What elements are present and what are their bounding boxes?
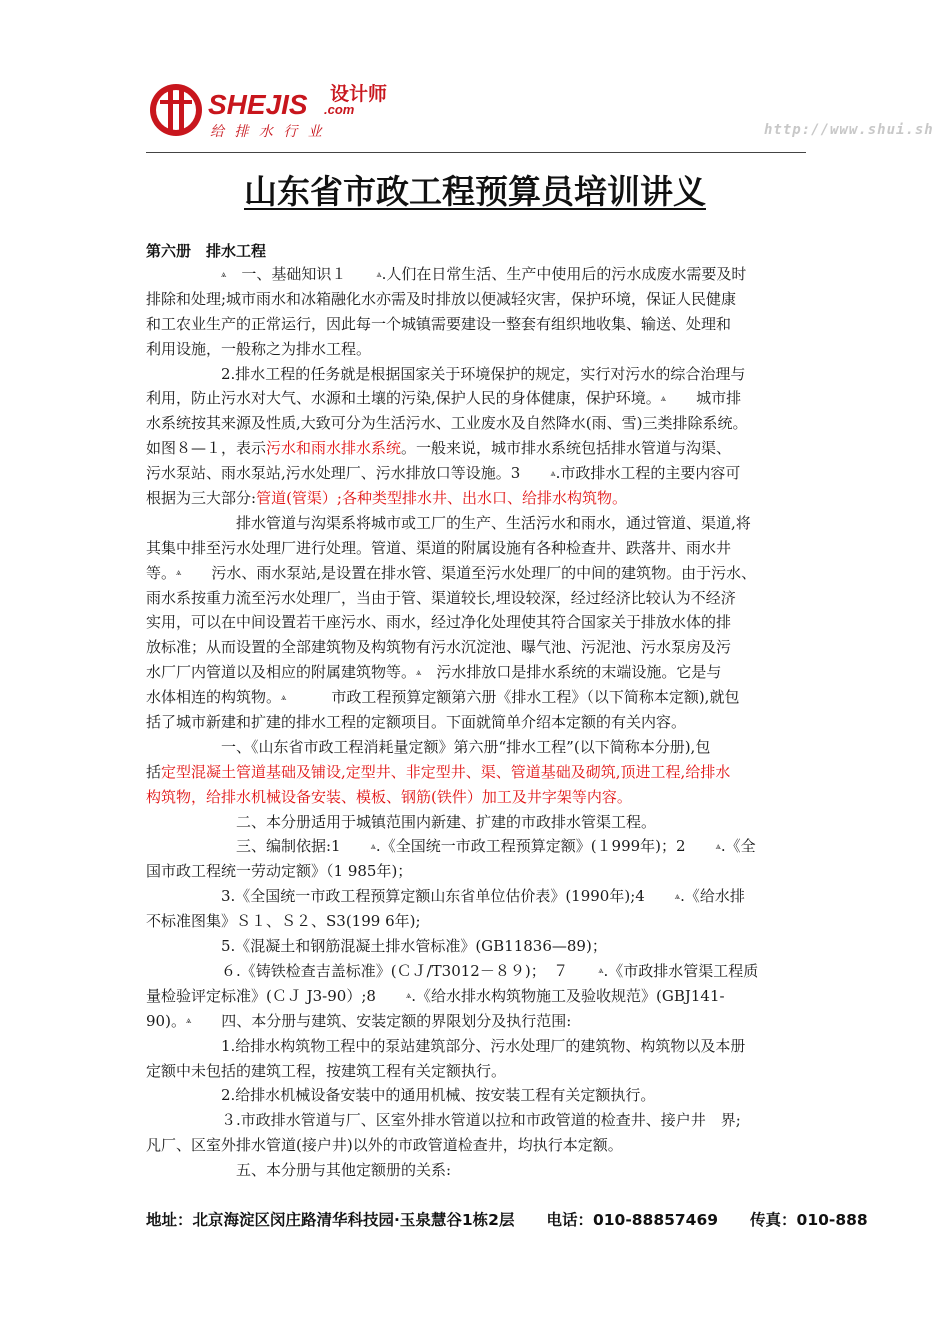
body-line [146,1034,814,1059]
footer-fax: 传真：010-888 [750,1211,868,1229]
line-text: 根据为三大部分: [146,489,257,508]
footer-contact [146,1208,868,1230]
line-text: 城市排 [666,389,742,408]
body-line [146,1158,814,1183]
body-line [146,486,814,511]
bullet-mark-icon: ѧ [370,842,376,853]
line-text: 2.给排水机械设备安装中的通用机械、按安装工程有关定额执行。 [146,1086,656,1105]
line-text: .市政排水工程的主要内容可 [555,464,741,483]
body-line [146,461,814,486]
line-text: 一、《山东省市政工程消耗量定额》第六册“排水工程”(以下简称本分册),包 [146,737,711,756]
line-text: 括了城市新建和扩建的排水工程的定额项目。下面就简单介绍本定额的有关内容。 [146,713,687,732]
line-text: 等。 [146,563,177,582]
body-line [146,834,814,859]
line-text: 如图８—１，表示 [146,439,267,458]
line-text: 五、本分册与其他定额册的关系: [146,1161,452,1180]
line-text: 定额中未包括的建筑工程，按建筑工程有关定额执行。 [146,1061,507,1080]
line-text: 1.给排水构筑物工程中的泵站建筑部分、污水处理厂的建筑物、构筑物以及本册 [146,1036,746,1055]
line-text: 污水排放口是排水系统的末端设施。它是与 [421,663,722,682]
body-line [146,909,814,934]
logo-sub-text: 给 排 水 行 业 [210,124,325,140]
body-line [146,561,814,586]
body-line [146,536,814,561]
body-line [146,610,814,635]
line-text: 四、本分册与建筑、安装定额的界限划分及执行范围: [191,1011,572,1030]
line-text: 实用，可以在中间设置若干座污水、雨水，经过净化处理使其符合国家关于排放水体的排 [146,613,732,632]
bullet-mark-icon: ѧ [405,991,412,1002]
body-line [146,785,814,810]
line-text: 三、编制依据:1 [146,837,371,856]
line-text: ６.《铸铁检查吉盖标准》(ＣＪ/T3012－８９)； ７ [146,961,599,980]
line-text: 一、基础知识１ [226,265,377,283]
body-line [146,1083,814,1108]
bullet-mark-icon: ѧ [598,966,604,977]
body-line [146,586,814,611]
body-line [146,934,814,959]
header-url: http://www.shui.sh [764,122,934,138]
bullet-mark-icon: ѧ [221,269,227,280]
line-text: .《给水排水构筑物施工及验收规范》(GBJ141- [411,986,725,1005]
line-text: 3.《全国统一市政工程预算定额山东省单位估价表》(1990年);4 [146,887,675,906]
bullet-mark-icon: ѧ [176,568,182,579]
line-text: 污水泵站、雨水泵站,污水处理厂、污水排放口等设施。3 [146,464,551,483]
highlighted-text: 污水和雨水排水系统 [266,439,402,458]
line-text: .《给水排 [680,887,745,906]
line-text: .《全 [720,837,756,856]
document-title: 山东省市政工程预算员培训讲义 [244,172,706,211]
logo-brand-text: SHEJIS [208,89,308,120]
body-line [146,411,814,436]
highlighted-text: 定型混凝土管道基础及铺设,定型井、非定型井、渠、管道基础及砌筑,顶进工程,给排水 [161,762,731,781]
body-line [146,1059,814,1084]
section-heading: 第六册 排水工程 [146,242,267,260]
body-line [146,436,814,461]
body-line [146,660,814,685]
body-line [146,511,814,536]
line-text: 水系统按其来源及性质,大致可分为生活污水、工业废水及自然降水(雨、雪)三类排除系统。 [146,414,748,433]
line-text: 量检验评定标准》(ＣＪ J3-90）;8 [146,986,406,1005]
line-text: 雨水系按重力流至污水处理厂，当由于管、渠道较长,埋设较深，经过经济比较认为不经济 [146,588,736,607]
body-line [146,362,814,387]
body-line [146,984,814,1009]
footer-phone: 电话：010-88857469 [546,1211,719,1229]
body-line [146,859,814,884]
highlighted-text: 管道(管渠）;各种类型排水井、出水口、给排水构筑物。 [256,489,627,508]
line-text: 90)。 [146,1011,186,1030]
line-text: .《市政排水管渠工程质 [603,961,759,980]
highlighted-text: 构筑物，给排水机械设备安装、模板、钢筋(铁件）加工及井字架等内容。 [146,787,632,806]
body-line [146,337,814,362]
bullet-mark-icon: ѧ [715,842,721,853]
body-line [146,1133,814,1158]
line-text: 国市政工程统一劳动定额》（1 985年)； [146,862,413,881]
bullet-mark-icon: ѧ [660,394,667,404]
line-text: 市政工程预算定额第六册《排水工程》（以下简称本定额),就包 [286,688,740,707]
line-text: 利用，防止污水对大气、水源和土壤的污染,保护人民的身体健康，保护环境。 [146,389,661,408]
line-text: 括 [146,762,162,781]
body-line [146,635,814,660]
shejis-logo [146,78,416,142]
body-line [146,386,814,411]
line-text: 放标准；从而设置的全部建筑物及构筑物有污水沉淀池、曝气池、污泥池、污水泵房及污 [146,638,732,657]
line-text: .人们在日常生活、生产中使用后的污水成废水需要及时 [381,265,747,283]
body-line [146,884,814,909]
bullet-mark-icon: ѧ [674,891,681,902]
line-text: 。一般来说，城市排水系统包括排水管道与沟渠、 [401,439,732,458]
line-text: 排除和处理;城市雨水和冰箱融化水亦需及时排放以便减轻灾害，保护环境，保证人民健康 [146,289,737,308]
line-text: 利用设施，一般称之为排水工程。 [146,339,372,358]
line-text [146,265,221,283]
line-text: 凡厂、区室外排水管道(接户井)以外的市政管道检查井，均执行本定额。 [146,1136,623,1155]
footer-address: 地址：北京海淀区闵庄路清华科技园·玉泉慧谷1栋2层 [146,1211,515,1229]
body-line [146,710,814,735]
body-line [146,760,814,785]
body-line [146,312,814,337]
logo-suffix-text: .com [324,102,355,117]
body-line [146,810,814,835]
line-text: 水厂厂内管道以及相应的附属建筑物等。 [146,663,417,682]
logo-cn-text: 设计师 [330,83,388,105]
body-line [146,1009,814,1034]
bullet-mark-icon: ѧ [185,1016,192,1027]
document-body [146,262,814,1183]
document-title-wrap [0,166,950,213]
line-text: 水体相连的构筑物。 [146,688,282,707]
line-text: 二、本分册适用于城镇范围内新建、扩建的市政排水管渠工程。 [146,812,657,831]
line-text: 5.《混凝土和钢筋混凝土排水管标准》(GB11836—89)； [146,937,607,956]
bullet-mark-icon: ѧ [376,269,382,280]
body-line [146,262,814,287]
bullet-mark-icon: ѧ [416,667,422,678]
line-text: .《全国统一市政工程预算定额》(１999年)；2 [375,837,716,856]
line-text: 2.排水工程的任务就是根据国家关于环境保护的规定，实行对污水的综合治理与 [146,364,746,383]
header-divider [146,152,806,153]
body-line [146,287,814,312]
line-text: 其集中排至污水处理厂进行处理。管道、渠道的附属设施有各种检查井、跌落井、雨水井 [146,538,732,557]
body-line [146,1108,814,1133]
line-text: 和工农业生产的正常运行，因此每一个城镇需要建设一整套有组织地收集、输送、处理和 [146,314,732,333]
line-text: 污水、雨水泵站,是设置在排水管、渠道至污水处理厂的中间的建筑物。由于污水、 [181,563,757,582]
line-text: 不标准图集》Ｓ１、Ｓ２、S3(199 6年); [146,912,421,931]
logo-emblem-icon [150,84,202,136]
line-text: ３.市政排水管道与厂、区室外排水管道以拉和市政管道的检查井、接户井 界; [146,1111,741,1130]
bullet-mark-icon: ѧ [550,468,556,479]
bullet-mark-icon: ѧ [281,692,287,703]
body-line [146,685,814,710]
body-line [146,959,814,984]
line-text: 排水管道与沟渠系将城市或工厂的生产、生活污水和雨水，通过管道、渠道,将 [146,513,751,532]
body-line [146,735,814,760]
